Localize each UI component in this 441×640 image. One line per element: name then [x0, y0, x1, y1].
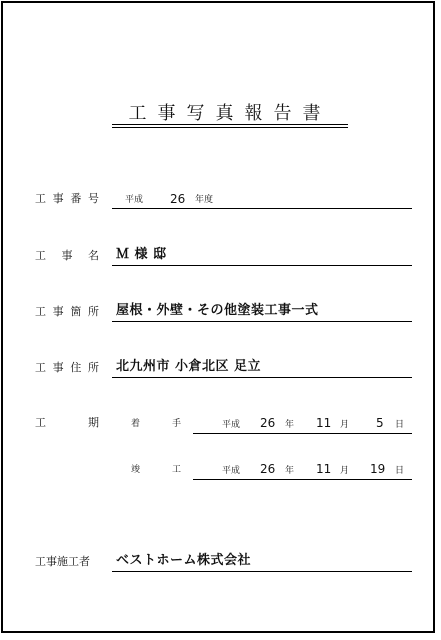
end-label-1: 竣: [131, 465, 141, 475]
construction-address-underline: [112, 377, 412, 378]
start-month: 11: [316, 416, 332, 430]
start-date-underline: [193, 433, 412, 434]
start-day-unit: 日: [395, 420, 405, 430]
start-day: 5: [376, 416, 384, 430]
construction-name-value: Ｍ 様 邸: [116, 247, 167, 262]
start-label-1: 着: [131, 419, 141, 429]
document-title: 工事写真報告書: [128, 103, 332, 124]
construction-scope-underline: [112, 321, 412, 322]
construction-number-suffix: 年度: [195, 195, 214, 205]
start-year-unit: 年: [285, 420, 295, 430]
end-day-unit: 日: [395, 466, 405, 476]
construction-address-value: 北九州市 小倉北区 足立: [116, 359, 262, 374]
construction-number-underline: [112, 208, 412, 209]
contractor-label: 工事施工者: [35, 555, 90, 568]
end-month-unit: 月: [340, 466, 350, 476]
end-label-2: 工: [172, 465, 182, 475]
construction-number-era: 平成: [125, 195, 144, 205]
end-year-unit: 年: [285, 466, 295, 476]
construction-name-label: 工 事 名: [35, 249, 99, 262]
title-underline-bottom: [112, 127, 348, 128]
construction-name-underline: [112, 265, 412, 266]
start-month-unit: 月: [340, 420, 350, 430]
construction-scope-value: 屋根・外壁・その他塗装工事一式: [116, 303, 319, 318]
start-era: 平成: [222, 420, 241, 430]
construction-number-year: 26: [170, 192, 186, 206]
construction-period-label: 工 期: [35, 416, 99, 429]
contractor-underline: [112, 571, 412, 572]
construction-address-label: 工 事 住 所: [35, 361, 99, 374]
end-date-underline: [193, 479, 412, 480]
start-label-2: 手: [172, 419, 182, 429]
title-underline-top: [112, 124, 348, 125]
end-day: 19: [370, 462, 386, 476]
start-year: 26: [260, 416, 276, 430]
contractor-value: ベストホーム株式会社: [116, 553, 252, 568]
construction-number-label: 工 事 番 号: [35, 192, 99, 205]
construction-scope-label: 工 事 箇 所: [35, 305, 99, 318]
end-month: 11: [316, 462, 332, 476]
end-era: 平成: [222, 466, 241, 476]
end-year: 26: [260, 462, 276, 476]
